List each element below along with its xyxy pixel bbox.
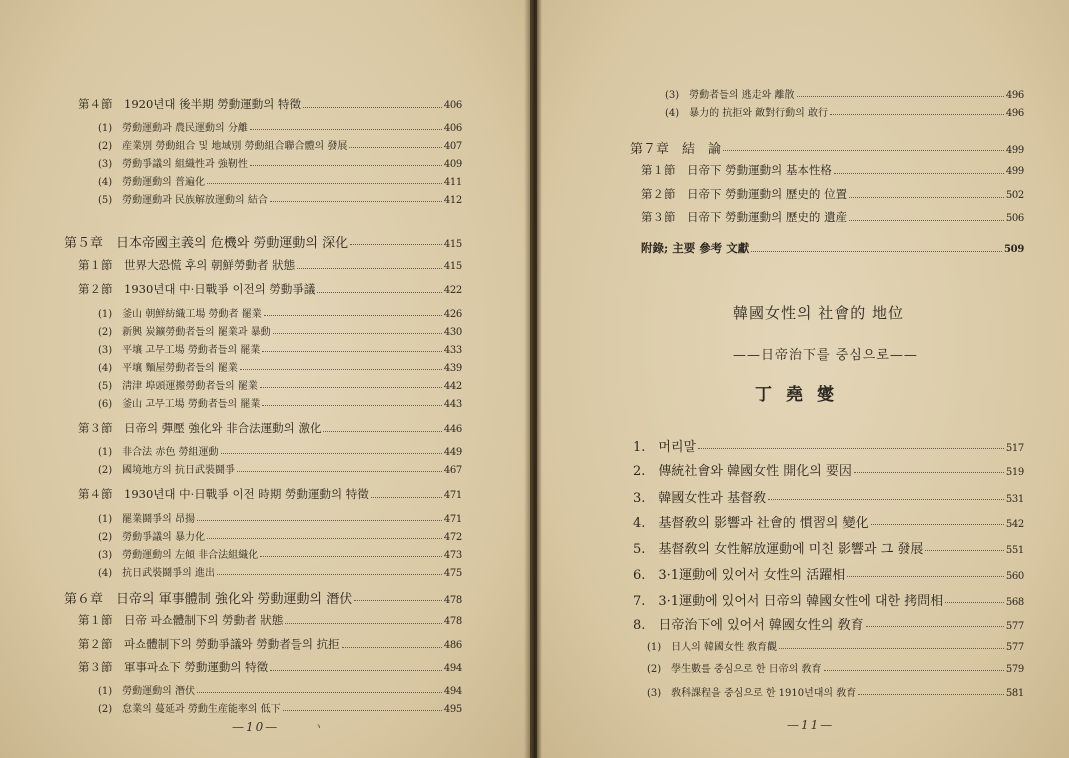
dot-leader xyxy=(797,96,1004,97)
toc-entry-title: 3. 韓國女性과 基督敎 xyxy=(633,491,767,506)
dot-leader xyxy=(849,197,1004,198)
toc-entry-title: (2) 産業別 勞動組合 및 地域別 勞動組合聯合體의 發展 xyxy=(98,141,348,152)
toc-entry xyxy=(78,420,462,436)
toc-entry xyxy=(647,638,1024,653)
toc-entry-page: 406 xyxy=(443,123,462,134)
toc-entry xyxy=(633,564,1024,583)
toc-entry-title: (3) 平壤 고무工場 勞動者들의 罷業 xyxy=(98,345,261,356)
dot-leader xyxy=(925,550,1003,551)
toc-entry xyxy=(633,512,1024,531)
toc-entry-page: 551 xyxy=(1005,545,1024,556)
dot-leader xyxy=(849,220,1004,221)
toc-entry xyxy=(78,486,462,502)
toc-entry-page: 509 xyxy=(1004,244,1024,255)
toc-entry-title: (2) 學生數를 중심으로 한 日帝의 敎育 xyxy=(647,664,822,675)
toc-entry xyxy=(98,323,462,338)
toc-entry-title: 第４節 1920년대 後半期 勞動運動의 特徵 xyxy=(78,97,302,111)
dot-leader xyxy=(273,333,442,334)
dot-leader xyxy=(303,107,442,108)
toc-entry-page: 542 xyxy=(1005,519,1024,530)
toc-entry-page: 467 xyxy=(443,465,462,476)
book-gutter xyxy=(524,0,542,758)
toc-entry-page: 430 xyxy=(443,327,462,338)
toc-entry-page: 475 xyxy=(443,568,462,579)
toc-entry-page: 478 xyxy=(443,616,462,627)
toc-entry-title: 第１節 世界大恐慌 후의 朝鮮勞動者 狀態 xyxy=(78,258,296,272)
toc-entry-page: 494 xyxy=(443,663,462,674)
toc-entry-page: 442 xyxy=(443,381,462,392)
toc-entry-page: 581 xyxy=(1005,688,1024,699)
toc-entry-page: 433 xyxy=(443,345,462,356)
dot-leader xyxy=(237,471,442,472)
dot-leader xyxy=(221,453,442,454)
dot-leader xyxy=(197,692,442,693)
toc-entry xyxy=(641,162,1024,178)
dot-leader xyxy=(779,648,1004,649)
toc-entry xyxy=(78,636,462,652)
toc-entry-title: 7. 3·1運動에 있어서 日帝의 韓國女性에 대한 拷問相 xyxy=(633,594,944,609)
toc-entry-title: 第４節 1930년대 中·日戰爭 이전 時期 勞動運動의 特徵 xyxy=(78,487,369,501)
dot-leader xyxy=(371,497,442,498)
toc-entry-page: 502 xyxy=(1005,190,1024,201)
dot-leader xyxy=(240,369,442,370)
toc-entry-page: 446 xyxy=(443,424,462,435)
toc-entry-page: 473 xyxy=(443,550,462,561)
toc-entry-title: (6) 釜山 고무工場 勞動者들의 罷業 xyxy=(98,399,261,410)
toc-entry-title: 第１節 日帝下 勞動運動의 基本性格 xyxy=(641,163,832,177)
toc-entry-title: 第２節 1930년대 中·日戰爭 이전의 勞動爭議 xyxy=(78,282,316,296)
dot-leader xyxy=(262,405,441,406)
toc-entry-title: 第３節 軍事파쇼下 勞動運動의 特徵 xyxy=(78,660,269,674)
toc-entry-page: 499 xyxy=(1005,145,1024,156)
essay-author: 丁堯燮 xyxy=(755,385,848,405)
toc-entry xyxy=(78,659,462,675)
toc-entry-title: 1. 머리말 xyxy=(633,440,697,455)
toc-entry-page: 494 xyxy=(443,686,462,697)
toc-entry xyxy=(78,612,462,628)
toc-entry-title: 第２節 파쇼體制下의 勞動爭議와 勞動者들의 抗拒 xyxy=(78,637,340,651)
dot-leader xyxy=(250,165,442,166)
toc-entry-page: 519 xyxy=(1005,467,1024,478)
dot-leader xyxy=(824,670,1004,671)
toc-entry-title: 第３節 日帝下 勞動運動의 歷史的 遺産 xyxy=(641,210,848,224)
toc-entry-page: 449 xyxy=(443,447,462,458)
dot-leader xyxy=(354,600,442,601)
toc-entry-page: 499 xyxy=(1005,166,1024,177)
essay-title: 韓國女性의 社會的 地位 xyxy=(733,304,905,322)
toc-entry-title: (4) 平壤 麵屋勞動者들의 罷業 xyxy=(98,363,238,374)
toc-entry xyxy=(665,86,1024,101)
toc-entry xyxy=(633,436,1024,455)
toc-entry xyxy=(98,510,462,525)
right-page xyxy=(537,0,1069,758)
toc-entry-title: (1) 日人의 韓國女性 敎育觀 xyxy=(647,642,778,653)
toc-entry xyxy=(98,359,462,374)
dot-leader xyxy=(866,626,1004,627)
toc-entry-title: (2) 怠業의 蔓延과 勞動生産能率의 低下 xyxy=(98,704,281,715)
toc-entry xyxy=(98,155,462,170)
toc-entry xyxy=(78,281,462,297)
toc-entry xyxy=(98,443,462,458)
toc-entry-page: 407 xyxy=(443,141,462,152)
toc-entry xyxy=(633,590,1024,609)
left-toc-list xyxy=(0,0,530,758)
toc-entry-title: (3) 敎科課程을 중심으로 한 1910년대의 敎育 xyxy=(647,688,857,699)
toc-entry-page: 577 xyxy=(1005,642,1024,653)
dot-leader xyxy=(285,623,442,624)
toc-entry xyxy=(647,684,1024,699)
toc-entry xyxy=(98,395,462,410)
toc-entry-title: 第５章 日本帝國主義의 危機와 勞動運動의 深化 xyxy=(64,236,349,251)
toc-entry xyxy=(647,660,1024,675)
toc-entry-page: 496 xyxy=(1005,90,1024,101)
right-page-number: —11— xyxy=(787,718,835,732)
toc-entry-title: (1) 勞動運動의 潛伏 xyxy=(98,686,196,697)
toc-entry xyxy=(98,341,462,356)
toc-entry-page: 496 xyxy=(1005,108,1024,119)
dot-leader xyxy=(349,147,441,148)
toc-entry-title: 第２節 日帝下 勞動運動의 歷史的 位置 xyxy=(641,187,848,201)
dot-leader xyxy=(751,251,1002,252)
toc-entry xyxy=(98,191,462,206)
toc-entry xyxy=(78,257,462,273)
left-page xyxy=(0,0,530,758)
toc-entry-page: 517 xyxy=(1005,443,1024,454)
toc-entry-page: 471 xyxy=(443,514,462,525)
toc-entry-title: 2. 傳統社會와 韓國女性 開化의 要因 xyxy=(633,464,852,479)
dot-leader xyxy=(323,431,441,432)
toc-entry-title: 第６章 日帝의 軍事體制 強化와 勞動運動의 潛伏 xyxy=(64,592,353,607)
toc-entry xyxy=(98,377,462,392)
toc-entry-page: 443 xyxy=(443,399,462,410)
toc-entry xyxy=(98,700,462,715)
dot-leader xyxy=(207,183,442,184)
toc-entry xyxy=(98,461,462,476)
toc-entry xyxy=(633,460,1024,479)
toc-entry-page: 439 xyxy=(443,363,462,374)
toc-entry xyxy=(64,232,462,251)
toc-entry xyxy=(633,538,1024,557)
toc-entry xyxy=(641,240,1024,256)
toc-entry-title: (1) 釜山 朝鮮紡織工場 勞動者 罷業 xyxy=(98,309,262,320)
toc-entry xyxy=(641,209,1024,225)
toc-entry xyxy=(633,487,1024,506)
dot-leader xyxy=(207,538,442,539)
toc-entry-page: 506 xyxy=(1005,213,1024,224)
dot-leader xyxy=(283,710,442,711)
dot-leader xyxy=(264,315,442,316)
dot-leader xyxy=(945,602,1004,603)
toc-entry-title: (1) 罷業鬪爭의 昂揚 xyxy=(98,514,196,525)
toc-entry xyxy=(78,96,462,112)
toc-entry xyxy=(98,528,462,543)
toc-entry-page: 409 xyxy=(443,159,462,170)
dot-leader xyxy=(297,268,442,269)
toc-entry-title: (3) 勞動者들의 逃走와 離散 xyxy=(665,90,795,101)
toc-entry xyxy=(98,119,462,134)
toc-entry xyxy=(630,138,1024,157)
toc-entry-page: 478 xyxy=(443,595,462,606)
toc-entry-title: 第３節 日帝의 彈壓 強化와 非合法運動의 激化 xyxy=(78,421,322,435)
toc-entry-title: (3) 勞動運動의 左傾 非合法組織化 xyxy=(98,550,259,561)
toc-entry xyxy=(98,305,462,320)
toc-entry-page: 531 xyxy=(1005,494,1024,505)
toc-entry-page: 486 xyxy=(443,640,462,651)
toc-entry-page: 495 xyxy=(443,704,462,715)
toc-entry-title: (5) 淸津 埠頭運搬勞動者들의 罷業 xyxy=(98,381,258,392)
toc-entry xyxy=(633,614,1024,633)
toc-entry xyxy=(665,104,1024,119)
toc-entry xyxy=(98,546,462,561)
dot-leader xyxy=(260,556,442,557)
toc-entry-title: (2) 新興 炭鑛勞動者들의 罷業과 暴動 xyxy=(98,327,271,338)
toc-entry-page: 560 xyxy=(1005,571,1024,582)
dot-leader xyxy=(317,292,441,293)
toc-entry-page: 471 xyxy=(443,490,462,501)
dot-leader xyxy=(768,499,1004,500)
toc-entry-title: (1) 非合法 赤色 勞組運動 xyxy=(98,447,219,458)
dot-leader xyxy=(217,574,442,575)
dot-leader xyxy=(350,244,442,245)
dot-leader xyxy=(854,472,1004,473)
toc-entry-title: (4) 勞動運動의 普遍化 xyxy=(98,177,206,188)
toc-entry-title: 6. 3·1運動에 있어서 女性의 活躍相 xyxy=(633,568,846,583)
toc-entry-title: 第７章 結 論 xyxy=(630,142,722,157)
toc-entry-title: 4. 基督敎의 影響과 社會的 慣習의 變化 xyxy=(633,516,869,531)
toc-entry-title: (3) 勞動爭議의 組織性과 強靭性 xyxy=(98,159,248,170)
toc-entry-page: 422 xyxy=(443,285,462,296)
dot-leader xyxy=(270,201,442,202)
right-toc-list xyxy=(537,0,1069,758)
dot-leader xyxy=(847,576,1004,577)
dot-leader xyxy=(260,387,442,388)
toc-entry-page: 406 xyxy=(443,100,462,111)
toc-entry xyxy=(98,137,462,152)
toc-entry-page: 415 xyxy=(443,261,462,272)
toc-entry-title: (2) 勞動爭議의 暴力化 xyxy=(98,532,206,543)
dot-leader xyxy=(834,173,1004,174)
toc-entry-title: (5) 勞動運動과 民族解放運動의 結合 xyxy=(98,195,268,206)
toc-entry xyxy=(98,682,462,697)
dot-leader xyxy=(342,647,442,648)
toc-entry xyxy=(98,173,462,188)
toc-entry-page: 472 xyxy=(443,532,462,543)
toc-entry-page: 568 xyxy=(1005,597,1024,608)
toc-entry-title: 5. 基督敎의 女性解放運動에 미친 影響과 그 發展 xyxy=(633,542,924,557)
toc-entry-title: (4) 暴力的 抗拒와 敵對行動의 敢行 xyxy=(665,108,829,119)
dot-leader xyxy=(871,524,1004,525)
toc-entry-title: 8. 日帝治下에 있어서 韓國女性의 敎育 xyxy=(633,618,864,633)
dot-leader xyxy=(698,448,1004,449)
toc-entry-title: 附錄; 主要 參考 文獻 xyxy=(641,241,750,255)
toc-entry-page: 411 xyxy=(443,177,462,188)
dot-leader xyxy=(262,351,441,352)
toc-entry xyxy=(98,564,462,579)
toc-entry-page: 415 xyxy=(443,239,462,250)
toc-entry-title: (1) 勞動運動과 農民運動의 分離 xyxy=(98,123,248,134)
toc-entry-title: (2) 國境地方의 抗日武裝鬪爭 xyxy=(98,465,236,476)
toc-entry-title: (4) 抗日武裝鬪爭의 進出 xyxy=(98,568,216,579)
dot-leader xyxy=(830,114,1004,115)
toc-entry xyxy=(64,588,462,607)
toc-entry-page: 426 xyxy=(443,309,462,320)
dot-leader xyxy=(723,150,1004,151)
essay-subtitle: ——日帝治下를 중심으로—— xyxy=(733,348,918,363)
dot-leader xyxy=(250,129,442,130)
toc-entry xyxy=(641,186,1024,202)
dot-leader xyxy=(270,670,442,671)
toc-entry-page: 577 xyxy=(1005,621,1024,632)
dot-leader xyxy=(858,694,1004,695)
toc-entry-page: 579 xyxy=(1005,664,1024,675)
left-page-number: —10— xyxy=(232,720,280,734)
dot-leader xyxy=(197,520,442,521)
toc-entry-title: 第１節 日帝 파쇼體制下의 勞動者 狀態 xyxy=(78,613,284,627)
pencil-mark: ヽ xyxy=(312,720,323,733)
toc-entry-page: 412 xyxy=(443,195,462,206)
